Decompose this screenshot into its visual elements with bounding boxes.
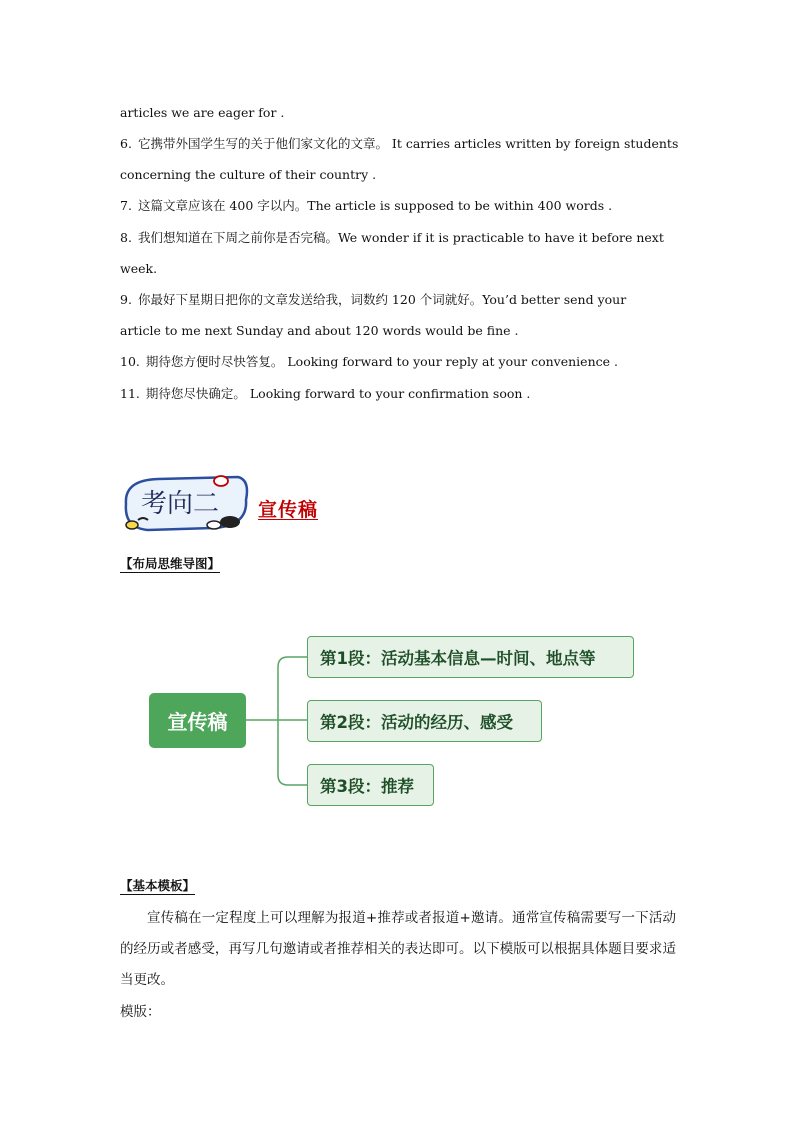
text-line: 9. 你最好下星期日把你的文章发送给我，词数约 120 个词就好。You’d better send your	[120, 292, 627, 307]
template-label: 模版：	[120, 1004, 161, 1020]
text-line: 6. 它携带外国学生写的关于他们家文化的文章。 It carries articles written by foreign students	[120, 136, 679, 151]
text-line: 10. 期待您方便时尽快答复。 Looking forward to your reply at your convenience .	[120, 354, 618, 369]
text-line: 7. 这篇文章应该在 400 字以内。The article is supposed to be within 400 words .	[120, 198, 613, 213]
text-line: article to me next Sunday and about 120 words would be fine .	[120, 323, 519, 338]
mindmap-branch-1: 第1段：活动基本信息—时间、地点等	[307, 636, 634, 678]
mindmap-branch-2: 第2段：活动的经历、感受	[307, 700, 542, 742]
badge-text: 考向二	[140, 489, 220, 519]
mindmap-tag: 【布局思维导图】	[120, 556, 221, 571]
template-tag: 【基本模板】	[120, 878, 196, 893]
text-line: 11. 期待您尽快确定。 Looking forward to your confirmation soon .	[120, 386, 531, 401]
body-paragraph: 宣传稿在一定程度上可以理解为报道+推荐或者报道+邀请。通常宣传稿需要写一下活动的经历或者感受，再写几句邀请或者推荐相关的表达即可。以下模版可以根据具体题目要求适当更改。	[120, 910, 676, 988]
text-line: concerning the culture of their country .	[120, 167, 377, 182]
text-line: 8. 我们想知道在下周之前你是否完稿。We wonder if it is practicable to have it before next	[120, 230, 664, 245]
section-badge-icon	[118, 474, 252, 534]
text-line: articles we are eager for .	[120, 105, 285, 120]
mindmap-branch-3: 第3段：推荐	[307, 764, 434, 806]
mindmap-root-node: 宣传稿	[149, 693, 246, 748]
section-title: 宣传稿	[258, 499, 319, 521]
text-line: week.	[120, 261, 158, 276]
